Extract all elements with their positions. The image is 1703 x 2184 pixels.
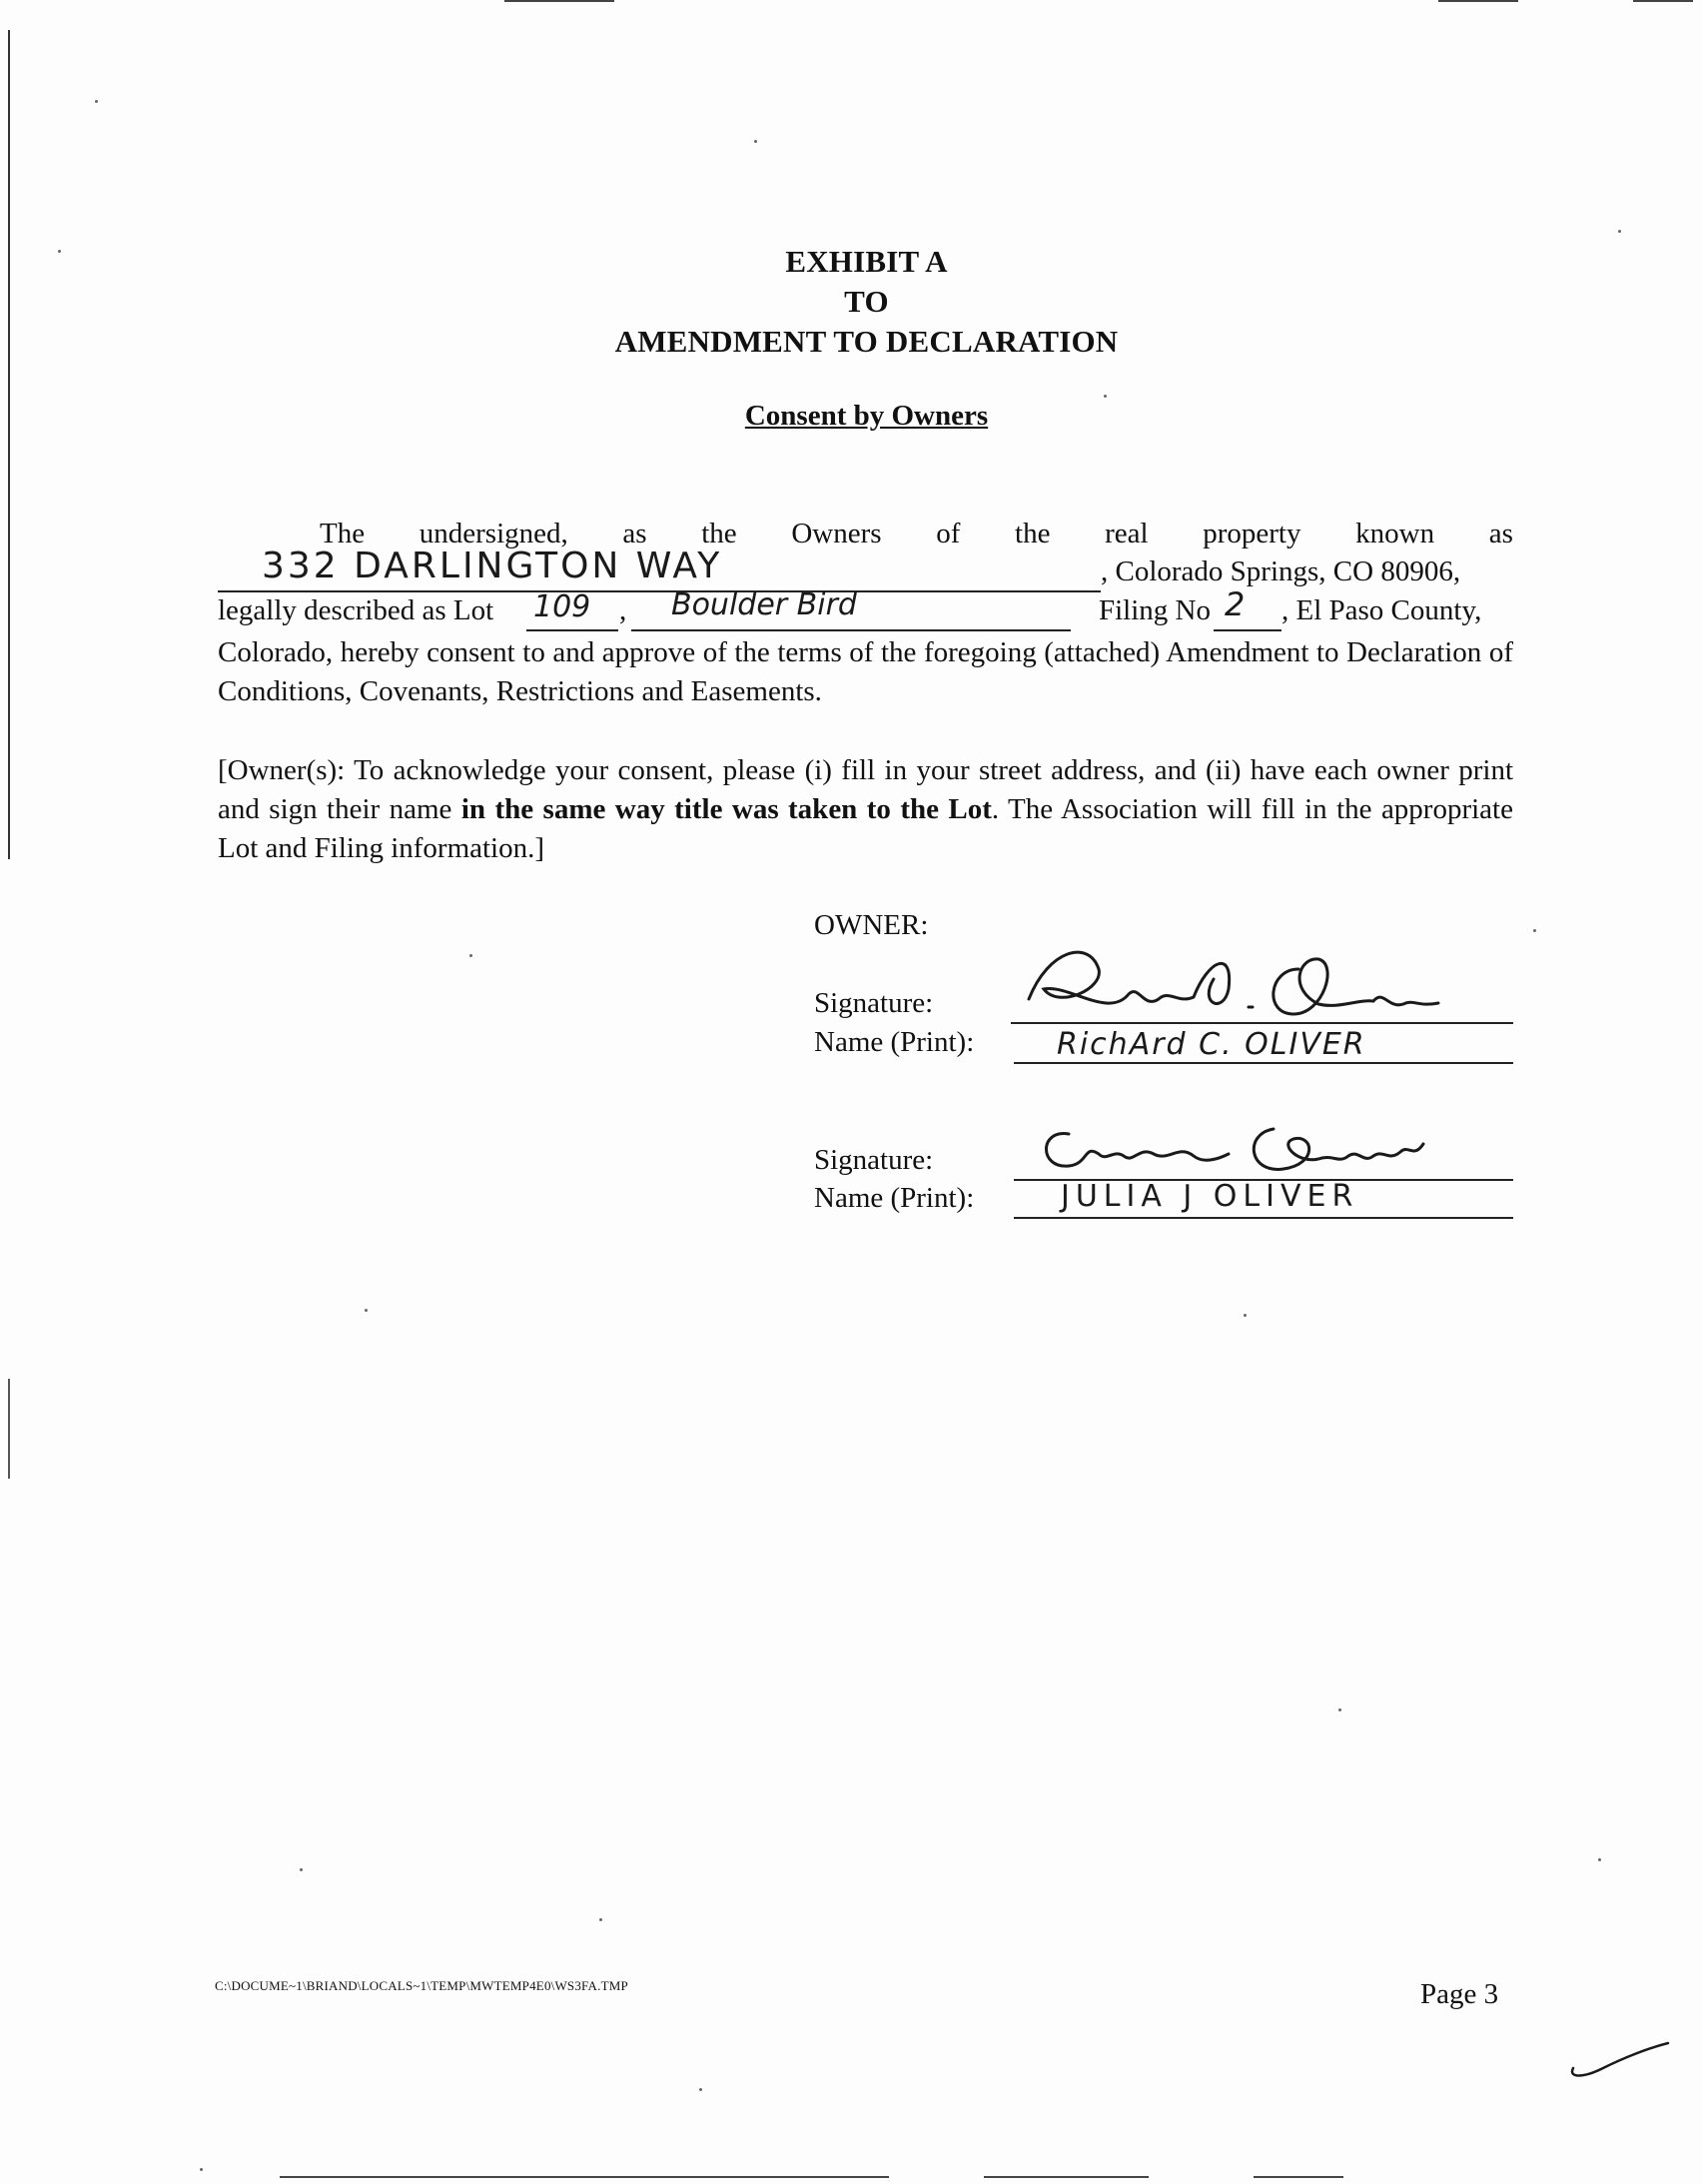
- scan-speck: [599, 1918, 602, 1921]
- para1-rest: Colorado, hereby consent to and approve of the terms of the foregoing (attached) Amendment to Declaration of Conditions, Covenants, Restrictions and Easements.: [218, 636, 1513, 707]
- city-state-zip: , Colorado Springs, CO 80906,: [1101, 555, 1461, 587]
- scan-edge: [8, 30, 10, 859]
- filing-label: Filing No: [1099, 594, 1211, 626]
- to-heading: TO: [844, 284, 889, 319]
- instructions-paragraph: [218, 751, 1513, 868]
- word: property: [1203, 518, 1301, 549]
- word: as: [622, 518, 647, 549]
- consent-title: Consent by Owners: [744, 400, 989, 432]
- signature-2-image: [1029, 1114, 1448, 1184]
- name-print-label-1: Name (Print):: [814, 1026, 975, 1058]
- scan-speck: [699, 2088, 702, 2091]
- scan-speck: [300, 1868, 303, 1871]
- footer-file-path: C:\DOCUME~1\BRIAND\LOCALS~1\TEMP\MWTEMP4E0\WS3FA.TMP: [215, 1978, 628, 1993]
- scan-line: [1254, 2176, 1343, 2178]
- word: Owners: [791, 518, 882, 549]
- amendment-heading: AMENDMENT TO DECLARATION: [614, 324, 1119, 359]
- word: the: [701, 518, 737, 549]
- checkmark-mark: [1563, 2028, 1673, 2083]
- instructions-bold: in the same way title was taken to the Lot: [460, 793, 992, 825]
- lot-number-handwritten: 109: [533, 589, 591, 624]
- exhibit-heading: EXHIBIT A: [785, 244, 948, 279]
- scan-speck: [200, 2168, 203, 2171]
- filing-number-handwritten: 2: [1225, 585, 1246, 623]
- scan-speck: [754, 140, 757, 143]
- word: real: [1105, 518, 1149, 549]
- lot-comma: ,: [619, 594, 627, 626]
- scan-speck: [1338, 1708, 1341, 1711]
- scan-line: [1438, 0, 1518, 2]
- scan-line: [504, 0, 614, 2]
- word: the: [1015, 518, 1051, 549]
- scan-speck: [469, 954, 472, 957]
- scan-speck: [1533, 929, 1536, 932]
- signature-label-1: Signature:: [814, 987, 934, 1019]
- word: of: [936, 518, 961, 549]
- word: The: [320, 518, 366, 549]
- word: undersigned,: [419, 518, 568, 549]
- name-print-line-2[interactable]: [1014, 1217, 1513, 1219]
- scan-speck: [1244, 1314, 1247, 1317]
- signature-label-2: Signature:: [814, 1144, 934, 1176]
- scan-line: [280, 2176, 889, 2178]
- scan-line: [1633, 0, 1693, 2]
- street-address-handwritten: 332 DARLINGTON WAY: [262, 546, 723, 586]
- owner2-printed-name: JULIA J OLIVER: [1061, 1179, 1359, 1214]
- scan-speck: [58, 250, 61, 253]
- scan-edge: [8, 1379, 10, 1479]
- instructions-text: [Owner(s): To acknowledge your consent, please (i) fill in your street address, and (ii) have each owner print and sign their name: [218, 754, 1513, 825]
- name-print-line-1[interactable]: [1014, 1062, 1513, 1064]
- owner1-printed-name: RichArd C. OLIVER: [1057, 1027, 1366, 1062]
- word: known: [1355, 518, 1435, 549]
- page-number: Page 3: [1420, 1978, 1499, 2010]
- scan-speck: [365, 1309, 368, 1312]
- scan-speck: [95, 100, 98, 103]
- word: as: [1488, 518, 1513, 549]
- owner-label: OWNER:: [814, 909, 929, 941]
- signature-1-image: [1019, 929, 1458, 1029]
- county: , El Paso County,: [1281, 594, 1482, 626]
- legal-prefix: legally described as Lot: [218, 594, 494, 626]
- instructions-text: . The Association will fill in the appropriate Lot and Filing information.]: [218, 793, 1513, 864]
- subdivision-handwritten: Boulder Bird: [671, 587, 857, 622]
- scan-speck: [1104, 395, 1107, 398]
- name-print-label-2: Name (Print):: [814, 1182, 975, 1214]
- scan-line: [984, 2176, 1149, 2178]
- scan-speck: [1598, 1858, 1601, 1861]
- scan-speck: [1618, 230, 1621, 233]
